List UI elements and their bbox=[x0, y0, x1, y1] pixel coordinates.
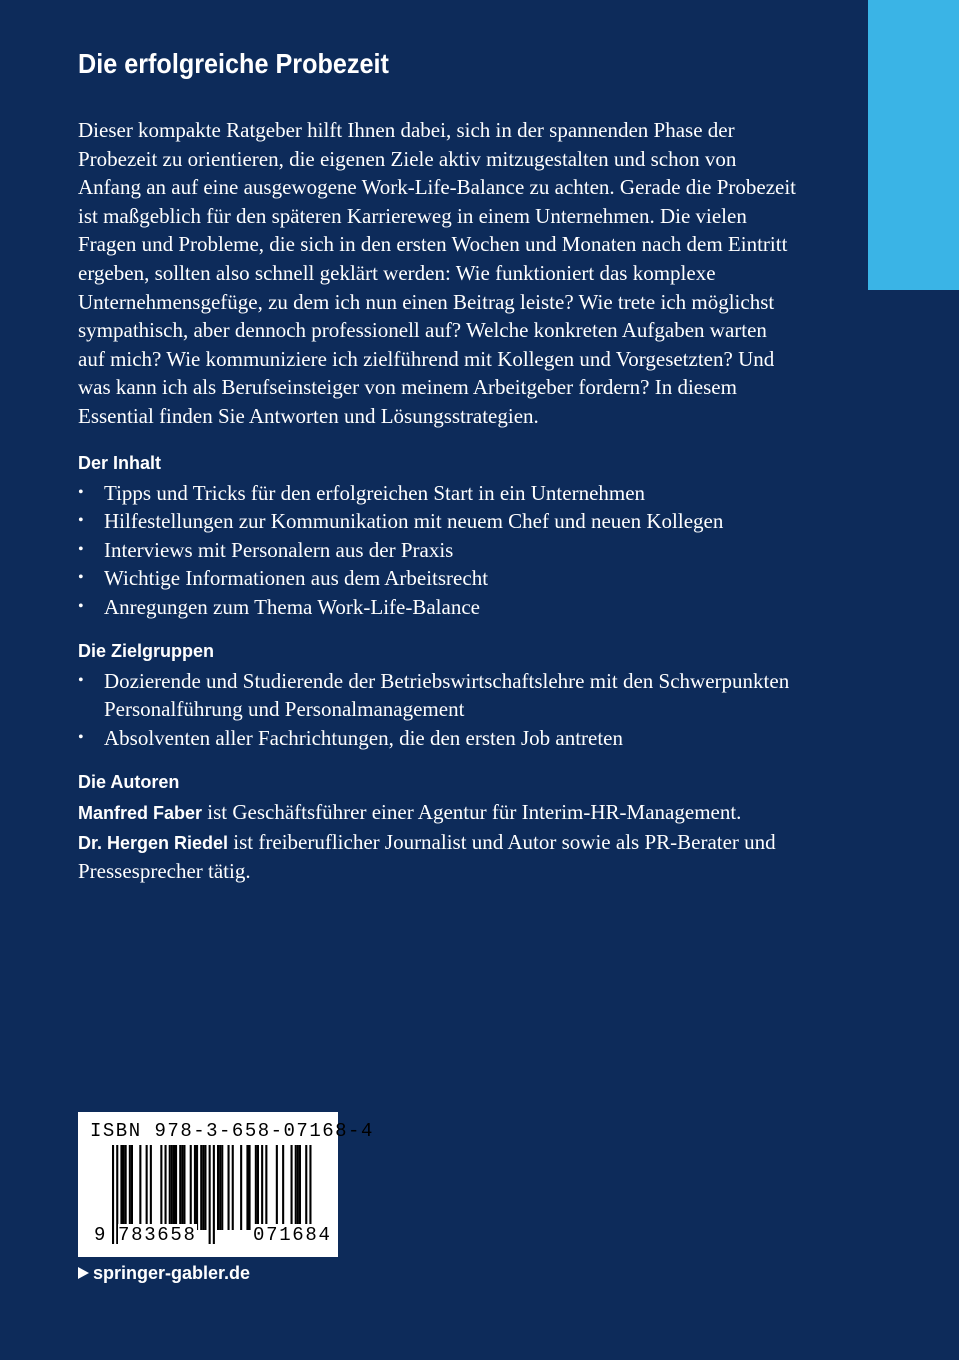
ean-first-digit: 9 bbox=[94, 1224, 106, 1246]
barcode-bar bbox=[265, 1145, 267, 1230]
publisher-link[interactable] bbox=[78, 1262, 250, 1284]
bullet-icon: • bbox=[78, 671, 84, 689]
barcode-bar bbox=[240, 1145, 242, 1230]
barcode-bar bbox=[179, 1145, 181, 1230]
bullet-icon: • bbox=[78, 569, 84, 587]
barcode-bar bbox=[299, 1145, 301, 1230]
ean-right-digits: 071684 bbox=[253, 1224, 332, 1246]
barcode-bar bbox=[297, 1145, 299, 1230]
back-cover-content bbox=[78, 44, 798, 886]
barcode-bar bbox=[123, 1145, 125, 1230]
barcode-bar bbox=[255, 1145, 257, 1230]
list-item bbox=[78, 536, 798, 565]
list-item-text: Dozierende und Studierende der Betriebswirtschaftslehre mit den Schwerpunkten Personalführung und Personalmanagement bbox=[104, 668, 790, 722]
bullet-icon: • bbox=[78, 597, 84, 615]
author-description: ist Geschäftsführer einer Agentur für Interim-HR-Management. bbox=[202, 800, 742, 825]
isbn-barcode bbox=[78, 1112, 374, 1257]
barcode-guard-bar bbox=[112, 1145, 114, 1244]
play-arrow-icon bbox=[78, 1267, 89, 1279]
bullet-icon: • bbox=[78, 483, 84, 501]
barcode-bar bbox=[181, 1145, 183, 1230]
barcode-bar bbox=[232, 1145, 234, 1230]
barcode-bar bbox=[246, 1145, 248, 1230]
barcode-bar bbox=[183, 1145, 185, 1230]
authors-paragraph bbox=[78, 798, 798, 886]
list-item bbox=[78, 507, 798, 536]
barcode-bar bbox=[217, 1145, 219, 1230]
autoren-heading: Die Autoren bbox=[78, 772, 180, 793]
barcode-bar bbox=[146, 1145, 148, 1230]
accent-bar bbox=[868, 0, 959, 290]
barcode-bar bbox=[219, 1145, 221, 1230]
barcode-bar bbox=[204, 1145, 206, 1230]
barcode-bar bbox=[125, 1145, 127, 1230]
barcode-bar bbox=[175, 1145, 177, 1230]
barcode-bar bbox=[165, 1145, 167, 1230]
list-item-text: Tipps und Tricks für den erfolgreichen Start in ein Unternehmen bbox=[104, 480, 646, 505]
barcode-bar bbox=[228, 1145, 230, 1230]
author-name: Dr. Hergen Riedel bbox=[78, 832, 229, 853]
barcode-bar bbox=[131, 1145, 133, 1230]
barcode-guard-bar bbox=[213, 1145, 215, 1244]
barcode-bar bbox=[190, 1145, 192, 1230]
publisher-url: springer-gabler.de bbox=[93, 1263, 251, 1283]
bullet-icon: • bbox=[78, 540, 84, 558]
bullet-icon: • bbox=[78, 512, 84, 530]
barcode-bar bbox=[129, 1145, 131, 1230]
author-description: ist freiberuflicher Journalist und Autor sowie als PR-Berater und Pressesprecher tätig. bbox=[78, 829, 776, 884]
list-item bbox=[78, 564, 798, 593]
isbn-label: ISBN 978-3-658-07168-4 bbox=[90, 1120, 374, 1142]
barcode-bar bbox=[200, 1145, 202, 1230]
list-item-text: Anregungen zum Thema Work-Life-Balance bbox=[104, 594, 480, 619]
barcode-bar bbox=[261, 1145, 263, 1230]
barcode-bar bbox=[257, 1145, 259, 1230]
barcode-bar bbox=[173, 1145, 175, 1230]
zielgruppen-list bbox=[78, 667, 798, 753]
barcode-bar bbox=[120, 1145, 122, 1230]
author-name: Manfred Faber bbox=[78, 803, 203, 824]
barcode-bar bbox=[202, 1145, 204, 1230]
list-item bbox=[78, 724, 798, 753]
inhalt-list bbox=[78, 479, 798, 622]
list-item bbox=[78, 479, 798, 508]
ean-left-digits: 783658 bbox=[118, 1224, 197, 1246]
barcode-bar bbox=[139, 1145, 141, 1230]
barcode-bar bbox=[169, 1145, 171, 1230]
barcode-bar bbox=[291, 1145, 293, 1230]
barcode-bar bbox=[160, 1145, 162, 1230]
barcode-bar bbox=[171, 1145, 173, 1230]
barcode-guard-bar bbox=[209, 1145, 211, 1244]
list-item-text: Interviews mit Personalern aus der Praxis bbox=[104, 537, 454, 562]
barcode-bar bbox=[196, 1145, 198, 1230]
barcode-bar bbox=[221, 1145, 223, 1230]
list-item-text: Wichtige Informationen aus dem Arbeitsrecht bbox=[104, 566, 489, 591]
zielgruppen-heading: Die Zielgruppen bbox=[78, 640, 215, 661]
list-item bbox=[78, 667, 798, 724]
inhalt-heading: Der Inhalt bbox=[78, 452, 162, 473]
barcode-bar bbox=[282, 1145, 284, 1230]
barcode-bar bbox=[249, 1145, 251, 1230]
book-title: Die erfolgreiche Probezeit bbox=[78, 48, 389, 79]
list-item-text: Hilfestellungen zur Kommunikation mit neuem Chef und neuen Kollegen bbox=[104, 509, 724, 534]
barcode-bar bbox=[150, 1145, 152, 1230]
barcode-bar bbox=[194, 1145, 196, 1230]
intro-paragraph: Dieser kompakte Ratgeber hilft Ihnen dabei, sich in der spannenden Phase der Probezeit zu orientieren, die eigenen Ziele aktiv mitzugestalten und schon von Anfang an auf eine ausgewogene Work-Life-Balance zu achten. Gerade die Probezeit ist maßgeblich für den späteren Karriereweg in einem Unternehmen. Die vielen Fragen und Probleme, die sich in den ersten Wochen und Monaten nach dem Eintritt ergeben, sollten also schnell geklärt werden: Wie funktioniert das komplexe Unternehmensgefüge, zu dem ich nun einen Beitrag leiste? Wie trete ich möglichst sympathisch, aber dennoch professionell auf? Welche konkreten Aufgaben warten auf mich? Wie kommuniziere ich zielführend mit Kollegen und Vorgesetzten? Und was kann ich als Berufseinsteiger von meinem Arbeitgeber fordern? In diesem Essential finden Sie Antworten und Lösungsstrategien. bbox=[78, 118, 796, 428]
list-item-text: Absolventen aller Fachrichtungen, die den ersten Job antreten bbox=[104, 725, 623, 750]
bullet-icon: • bbox=[78, 728, 84, 746]
list-item bbox=[78, 593, 798, 622]
barcode-bar bbox=[276, 1145, 278, 1230]
barcode-bar bbox=[295, 1145, 297, 1230]
